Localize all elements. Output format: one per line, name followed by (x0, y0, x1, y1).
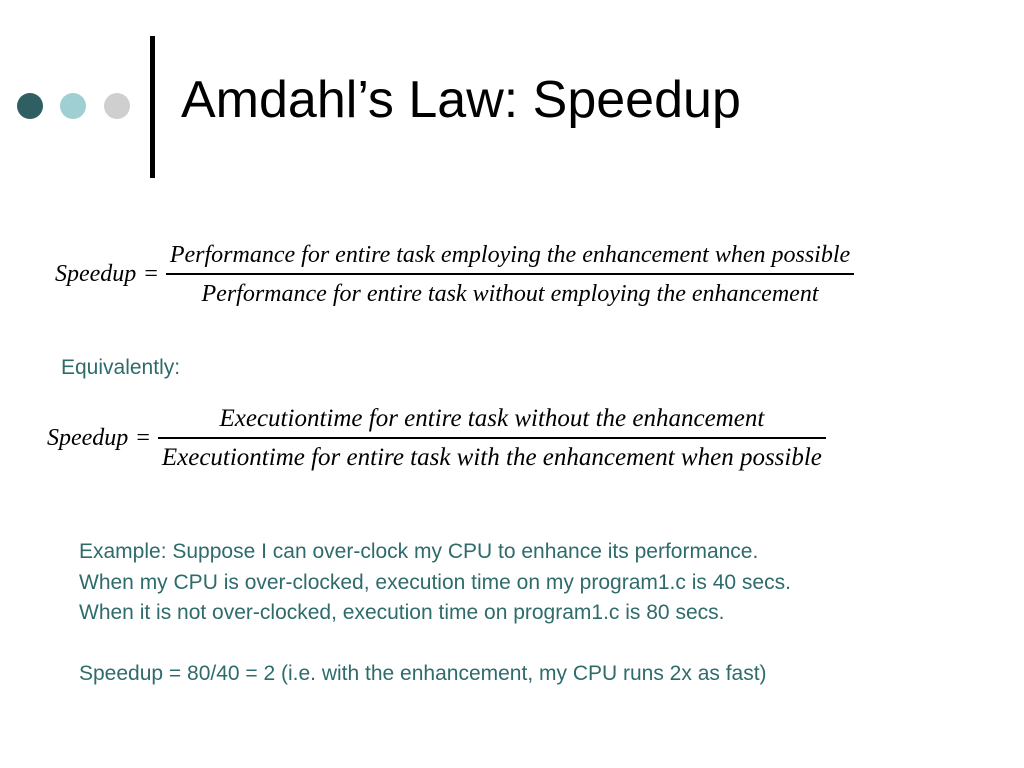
bullet-dot-light (60, 93, 86, 119)
speedup-equation-execution-time (47, 404, 826, 473)
spacer (79, 629, 999, 660)
example-conclusion: Speedup = 80/40 = 2 (i.e. with the enhancement, my CPU runs 2x as fast) (79, 662, 767, 685)
equation-lhs: Speedup (55, 260, 137, 287)
example-line: When it is not over-clocked, execution time on program1.c is 80 secs. (79, 601, 725, 624)
equation-numerator: Executiontime for entire task without the enhancement (219, 405, 765, 432)
equation-lhs: Speedup (47, 424, 129, 451)
slide-title: Amdahl’s Law: Speedup (181, 71, 741, 129)
equivalently-label: Equivalently: (61, 356, 181, 379)
equation-denominator: Executiontime for entire task with the enhancement when possible (161, 443, 822, 471)
equation-denominator: Performance for entire task without employing the enhancement (201, 280, 819, 307)
bullet-dot-dark (17, 93, 43, 119)
equation-numerator: Performance for entire task employing the enhancement when possible (169, 242, 851, 268)
equation-fraction (166, 240, 854, 309)
example-text-block (79, 537, 999, 690)
speedup-equation-performance (55, 240, 854, 309)
equation-fraction (158, 404, 826, 473)
example-line: Example: Suppose I can over-clock my CPU to enhance its performance. (79, 540, 759, 563)
equals-sign: = (144, 260, 158, 287)
fraction-bar (158, 437, 826, 439)
equals-sign: = (136, 424, 150, 451)
fraction-bar (166, 273, 854, 275)
example-line: When my CPU is over-clocked, execution time on my program1.c is 40 secs. (79, 570, 791, 594)
title-divider (150, 36, 155, 178)
bullet-dot-gray (104, 93, 130, 119)
